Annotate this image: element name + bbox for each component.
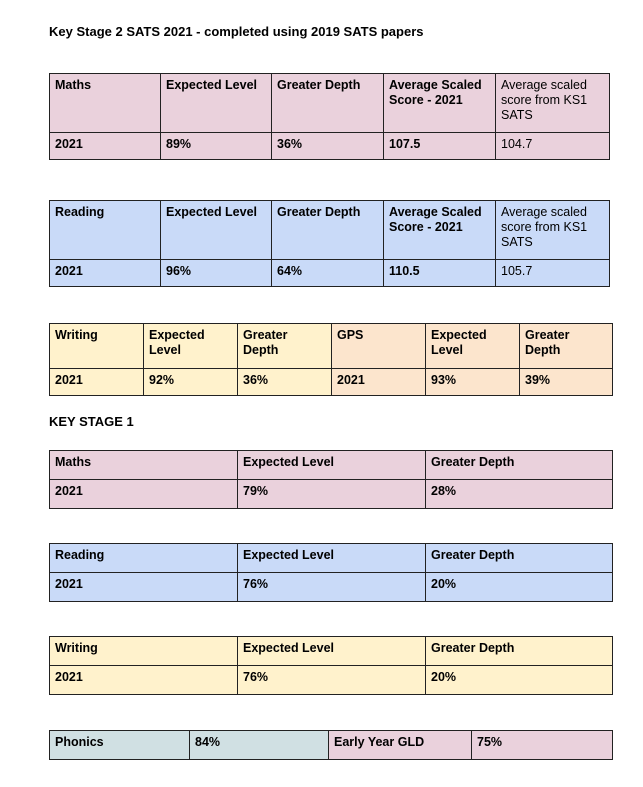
header-cell: Expected Level (238, 451, 426, 480)
header-cell: Expected Level (238, 544, 426, 573)
data-cell: 92% (144, 369, 238, 396)
data-cell: 110.5 (384, 260, 496, 287)
header-cell: Reading (50, 544, 238, 573)
phonics-label: Phonics (50, 731, 190, 760)
phonics-early-years-table (49, 730, 613, 760)
header-cell: Expected Level (161, 74, 272, 133)
header-cell: GPS (332, 324, 426, 369)
data-cell: 2021 (50, 369, 144, 396)
ks2-reading-table (49, 200, 610, 287)
ks2-maths-table (49, 73, 610, 160)
header-cell: Writing (50, 324, 144, 369)
header-cell: Reading (50, 201, 161, 260)
data-cell: 36% (272, 133, 384, 160)
data-cell: 105.7 (496, 260, 610, 287)
header-cell: Average scaled score from KS1 SATS (496, 74, 610, 133)
header-cell: Greater Depth (272, 201, 384, 260)
header-cell: Greater Depth (426, 451, 613, 480)
page-title: Key Stage 2 SATS 2021 - completed using 2019 SATS papers (49, 24, 424, 39)
header-cell: Expected Level (238, 637, 426, 666)
data-cell: 79% (238, 480, 426, 509)
header-cell: Greater Depth (520, 324, 613, 369)
data-cell: 20% (426, 666, 613, 695)
data-cell: 76% (238, 666, 426, 695)
header-cell: Average scaled score from KS1 SATS (496, 201, 610, 260)
phonics-value: 84% (190, 731, 329, 760)
header-cell: Writing (50, 637, 238, 666)
header-cell: Greater Depth (238, 324, 332, 369)
header-cell: Greater Depth (426, 637, 613, 666)
header-cell: Expected Level (144, 324, 238, 369)
header-cell: Average Scaled Score - 2021 (384, 201, 496, 260)
header-cell: Maths (50, 74, 161, 133)
data-cell: 28% (426, 480, 613, 509)
header-cell: Expected Level (161, 201, 272, 260)
data-cell: 36% (238, 369, 332, 396)
data-cell: 107.5 (384, 133, 496, 160)
early-year-gld-label: Early Year GLD (329, 731, 472, 760)
data-cell: 96% (161, 260, 272, 287)
ks2-writing-gps-table (49, 323, 613, 396)
header-cell: Expected Level (426, 324, 520, 369)
data-cell: 2021 (50, 133, 161, 160)
data-cell: 2021 (50, 666, 238, 695)
data-cell: 39% (520, 369, 613, 396)
data-cell: 76% (238, 573, 426, 602)
data-cell: 2021 (50, 480, 238, 509)
header-cell: Greater Depth (426, 544, 613, 573)
header-cell: Greater Depth (272, 74, 384, 133)
data-cell: 2021 (332, 369, 426, 396)
data-cell: 64% (272, 260, 384, 287)
header-cell: Maths (50, 451, 238, 480)
header-cell: Average Scaled Score - 2021 (384, 74, 496, 133)
ks1-writing-table (49, 636, 613, 695)
ks1-reading-table (49, 543, 613, 602)
section-title-ks1: KEY STAGE 1 (49, 414, 134, 429)
ks1-maths-table (49, 450, 613, 509)
data-cell: 2021 (50, 573, 238, 602)
data-cell: 104.7 (496, 133, 610, 160)
early-year-gld-value: 75% (472, 731, 613, 760)
data-cell: 89% (161, 133, 272, 160)
data-cell: 2021 (50, 260, 161, 287)
data-cell: 20% (426, 573, 613, 602)
data-cell: 93% (426, 369, 520, 396)
